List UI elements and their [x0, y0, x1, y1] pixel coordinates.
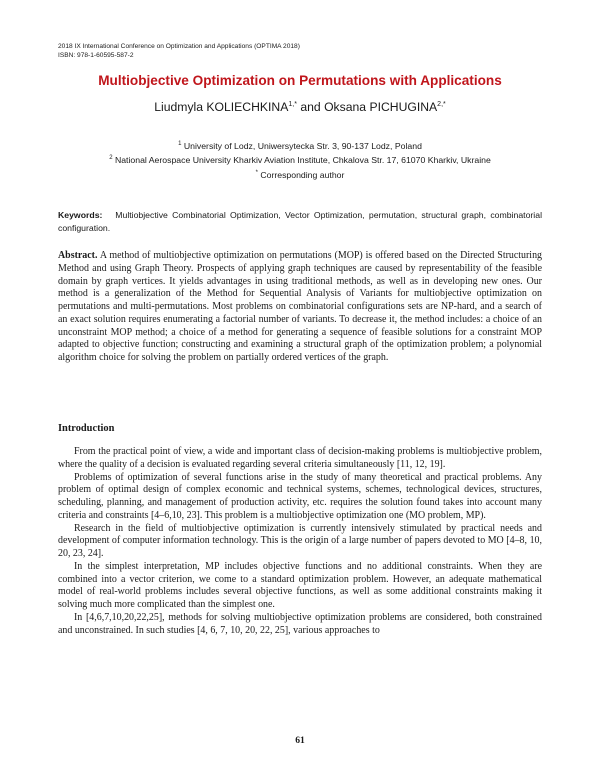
intro-paragraph: In [4,6,7,10,20,22,25], methods for solving multiobjective optimization problems are considered, both constrained and unconstrained. In such studies [4, 6, 7, 10, 20, 22, 25], various approaches to — [58, 611, 542, 636]
section-heading-introduction: Introduction — [58, 423, 115, 434]
intro-paragraph: From the practical point of view, a wide and important class of decision-making problems is multiobjective problem, where the quality of a decision is evaluated regarding several criteria simultaneously [11, 12, 19]. — [58, 446, 542, 470]
corresponding-text: Corresponding author — [260, 169, 345, 180]
affiliation-2-marker: 2 — [109, 155, 113, 162]
abstract-block — [58, 250, 542, 365]
abstract-text: A method of multiobjective optimization on permutations (MOP) is offered based on the Directed Structuring Method and using Graph Theory. Prospects of applying graph techniques are caused by representability of the feasible domain by graph vertices. It yields advantages in using traditional methods, as well as in developing new ones. Our method is a generalization of the Method for Sequential Analysis of Variants for multiobjective optimization on permutations and multi-permutations. Most problems on combinatorial configurations sets are NP-hard, and a search of an exact solution requires enumerating a factorial number of variants. To decrease it, the method includes: a choice of an unconstraint MOP method; a choice of a method for generating a sequence of feasible solutions for a constraint MOP adapted to objective function; constructing and examining a structural graph of the optimization problem; a polynomial algorithm choice for solving the problem on partially ordered vertices of the graph. — [58, 250, 543, 363]
page-number: 61 — [295, 735, 305, 746]
affiliation-1-text: University of Lodz, Uniwersytecka Str. 3, 90-137 Lodz, Poland — [183, 140, 422, 151]
author-2: Oksana PICHUGINA — [324, 100, 438, 114]
corresponding-marker: * — [255, 169, 258, 176]
paper-title: Multiobjective Optimization on Permutations with Applications — [98, 73, 502, 88]
abstract-label: Abstract. — [58, 250, 98, 261]
introduction-body — [58, 446, 542, 637]
affiliations — [0, 138, 600, 181]
intro-paragraph: Research in the field of multiobjective optimization is currently intensively stimulated by practical needs and development of computer information technology. This is the origin of a large number of papers devoted to MO [4–8, 10, 20, 23, 24]. — [58, 522, 542, 559]
affiliation-1 — [0, 138, 600, 152]
keywords-text: Multiobjective Combinatorial Optimization, Vector Optimization, permutation, structural graph, combinatorial configuration. — [58, 210, 542, 233]
author-1: Liudmyla KOLIECHKINA — [154, 100, 289, 114]
isbn: ISBN: 978-1-60595-587-2 — [58, 51, 134, 59]
keywords-label: Keywords: — [58, 210, 103, 220]
author-2-marker: 2,* — [437, 100, 446, 108]
intro-paragraph: Problems of optimization of several functions arise in the study of many theoretical and practical problems. Any problem of optimal design of complex economic and technical systems, schemes, technological devices, structures, scheduling, planning, and management of production activity, etc. requires the solution found takes into account many criteria and constraints [4–6,10, 23]. This problem is a multiobjective optimization one (MO problem, MP). — [58, 471, 542, 521]
intro-paragraph: In the simplest interpretation, MP includes objective functions and no additional constraints. When they are combined into a vector criterion, we come to a standard optimization problem. However, an adequate mathematical model of real-world problems includes several objective functions, as well as some additional constraints making it solving much more complicated than the simplest one. — [58, 560, 542, 610]
conference-name: 2018 IX International Conference on Optimization and Applications (OPTIMA 2018) — [58, 43, 300, 50]
affiliation-2 — [0, 152, 600, 166]
affiliation-1-marker: 1 — [178, 141, 182, 147]
corresponding-note — [0, 167, 600, 181]
author-line — [0, 100, 600, 114]
author-conjunction: and — [300, 100, 321, 114]
conference-header — [58, 43, 300, 61]
affiliation-2-text: National Aerospace University Kharkiv Aviation Institute, Chkalova Str. 17, 61070 Kharkiv, Ukraine — [114, 155, 491, 166]
keywords-block — [58, 209, 542, 235]
author-1-marker: 1,* — [288, 100, 297, 108]
